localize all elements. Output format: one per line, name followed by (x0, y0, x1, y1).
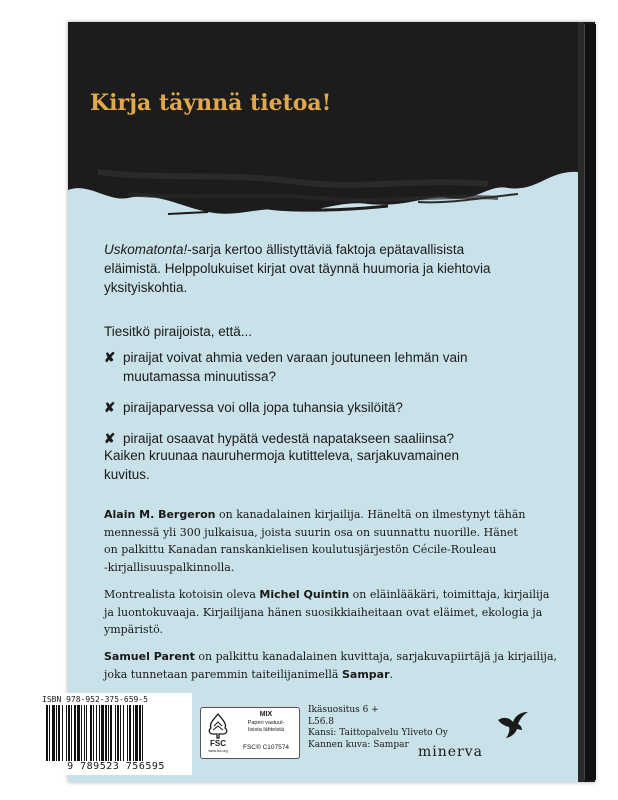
fact-list (104, 348, 554, 460)
barcode-bars (44, 705, 188, 761)
bio-line: Montrealista kotoisin oleva (104, 588, 260, 601)
illustrator-pseudonym: Sampar (341, 667, 390, 681)
series-title: Uskomatonta! (104, 242, 188, 257)
fsc-desc-line: lisista lähteistä (248, 727, 284, 733)
fsc-mix-label: MIX (259, 711, 273, 718)
fact-item (104, 398, 554, 417)
back-cover (42, 22, 578, 782)
library-class: L56.8 (308, 716, 335, 727)
bio-line: on eläinlääkäri, toimittaja, kirjailija (349, 588, 550, 601)
fact-line: muutamassa minuutissa? (123, 369, 277, 384)
bio-line: joka tunnetaan paremmin taiteilijanimellä (104, 667, 342, 681)
fsc-website: www.fsc.org (208, 749, 228, 753)
cover-image-credit: Kannen kuva: Sampar (308, 739, 409, 750)
book-spine (584, 24, 596, 780)
cover-design-credit: Kansi: Taittopalvelu Yliveto Oy (308, 728, 448, 738)
isbn-barcode (40, 693, 192, 775)
illustrator-name: Samuel Parent (104, 650, 195, 663)
cross-mark-icon: ✘ (104, 350, 116, 365)
closing-line-1: Kaiken kruunaa nauruhermoja kutitteleva, sarjakuvamainen (104, 448, 459, 463)
bio-line: on palkittu Kanadan ranskankielisen koulutusjärjestön Cécile-Rouleau (104, 543, 497, 556)
cross-mark-icon: ✘ (104, 400, 116, 415)
intro-line-3: yksityiskohtia. (104, 280, 188, 295)
author-name: Alain M. Bergeron (104, 508, 216, 521)
brush-stroke-decoration (68, 22, 578, 242)
closing-line-2: kuvitus. (104, 467, 150, 482)
fsc-description (235, 720, 297, 734)
fsc-license-code: FSC® C107574 (243, 744, 289, 751)
bio-line: on palkittu kanadalainen kuvittaja, sarjakuvapiirtäjä ja kirjailija, (194, 650, 558, 663)
fsc-tree-logo-icon (205, 712, 231, 754)
isbn-label: ISBN 978-952-375-659-5 (42, 695, 148, 704)
age-recommendation: Ikäsuositus 6 + (308, 705, 379, 715)
fact-line: piraijat osaavat hypätä vedestä napatakseen saaliinsa? (123, 431, 454, 446)
author-name: Michel Quintin (259, 588, 350, 601)
bird-icon (496, 710, 530, 740)
author-bio-quintin (104, 586, 564, 639)
fsc-certification-label (200, 707, 300, 759)
publisher-logo-text: minerva (418, 744, 484, 760)
bio-line: mennessä yli 300 julkaisua, joista suurin osa on suunnattu nuorille. Hänet (104, 525, 518, 539)
bio-line: ympäristö. (104, 623, 164, 636)
cross-mark-icon: ✘ (104, 431, 116, 446)
bio-line: . (389, 667, 393, 681)
question-heading: Tiesitkö piraijoista, että... (104, 324, 253, 339)
intro-paragraph (104, 240, 554, 297)
fsc-desc-line: Paperi vastuul- (247, 720, 285, 726)
bio-line: -kirjallisuuspalkinnolla. (104, 560, 235, 574)
author-bio-bergeron (104, 506, 564, 576)
fact-line: piraijat voivat ahmia veden varaan joutuneen lehmän vain (123, 350, 468, 365)
closing-paragraph (104, 446, 554, 484)
bio-line: ja luontokuvaaja. Kirjailijana hänen suosikkiaiheitaan ovat eläimet, ekologia ja (104, 605, 543, 619)
intro-line-2: eläimistä. Helppolukuiset kirjat ovat täynnä huumoria ja kiehtovia (104, 261, 491, 276)
fact-line: piraijaparvessa voi olla jopa tuhansia yksilöitä? (123, 400, 403, 415)
bio-line: on kanadalainen kirjailija. Häneltä on ilmestynyt tähän (215, 508, 526, 521)
fact-item (104, 348, 554, 386)
fsc-logo-text: FSC (210, 739, 226, 748)
intro-line-1: -sarja kertoo ällistyttäviä faktoja epätavallisista (187, 242, 465, 257)
illustrator-bio-parent (104, 648, 564, 683)
isbn-digits: 9 789523 756595 (67, 761, 165, 772)
headline: Kirja täynnä tietoa! (90, 90, 332, 116)
